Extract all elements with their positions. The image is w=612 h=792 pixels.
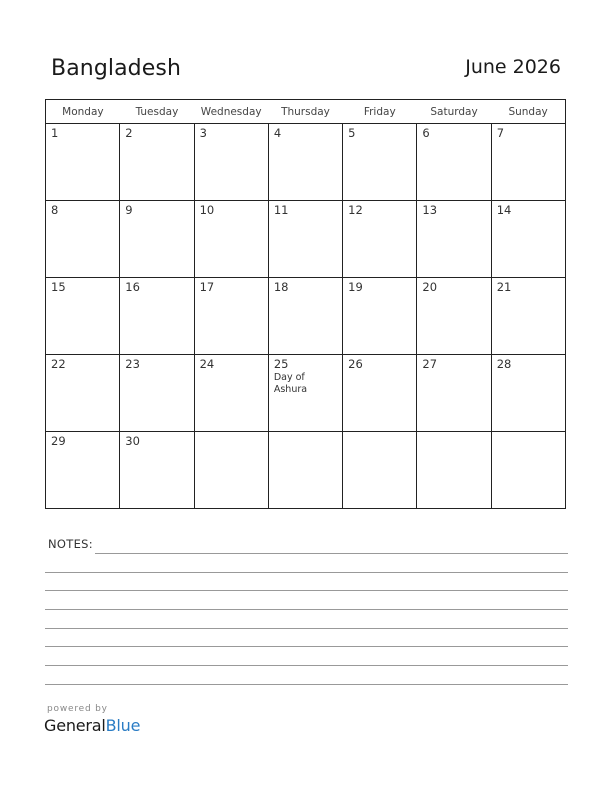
week-row xyxy=(46,124,566,201)
day-cell xyxy=(491,278,565,355)
day-cell xyxy=(46,355,120,432)
day-number: 18 xyxy=(273,280,289,294)
day-cell xyxy=(268,432,342,509)
day-number: 30 xyxy=(125,434,140,448)
day-number: 25 xyxy=(273,357,289,371)
day-cell xyxy=(343,124,417,201)
day-number xyxy=(417,432,490,434)
day-number: 22 xyxy=(51,357,66,371)
day-number xyxy=(492,432,565,434)
day-number: 26 xyxy=(348,357,363,371)
day-cell xyxy=(268,278,342,355)
week-row xyxy=(46,201,566,278)
day-number: 20 xyxy=(422,280,438,294)
weekday-header: Sunday xyxy=(491,100,565,124)
day-number: 5 xyxy=(348,126,356,140)
note-line xyxy=(45,646,568,647)
day-number xyxy=(343,432,416,434)
day-number: 10 xyxy=(199,203,215,217)
week-row xyxy=(46,278,566,355)
day-cell xyxy=(343,278,417,355)
day-number: 17 xyxy=(199,280,215,294)
day-cell xyxy=(194,278,268,355)
day-cell xyxy=(343,201,417,278)
note-line xyxy=(45,590,568,591)
day-cell xyxy=(268,201,342,278)
day-cell xyxy=(417,278,491,355)
day-number: 23 xyxy=(125,357,140,371)
note-line xyxy=(45,684,568,685)
day-number: 15 xyxy=(51,280,66,294)
day-cell xyxy=(194,201,268,278)
holiday-event: Day of Ashura xyxy=(273,372,308,395)
day-number: 14 xyxy=(496,203,512,217)
day-number: 3 xyxy=(199,126,207,140)
day-number: 12 xyxy=(348,203,363,217)
day-cell xyxy=(491,124,565,201)
brand-general-text: General xyxy=(44,716,106,735)
day-number: 29 xyxy=(51,434,66,448)
day-cell xyxy=(120,124,194,201)
day-number xyxy=(269,432,342,434)
day-number: 21 xyxy=(496,280,512,294)
week-row xyxy=(46,432,566,509)
weekday-header: Saturday xyxy=(417,100,491,124)
day-cell xyxy=(417,201,491,278)
day-cell xyxy=(268,355,342,432)
note-line xyxy=(45,665,568,666)
day-cell xyxy=(46,278,120,355)
day-cell xyxy=(46,201,120,278)
day-cell xyxy=(46,432,120,509)
day-number: 24 xyxy=(199,357,215,371)
day-number: 28 xyxy=(496,357,512,371)
weekday-header: Wednesday xyxy=(194,100,268,124)
day-cell xyxy=(120,201,194,278)
day-cell xyxy=(46,124,120,201)
day-cell xyxy=(194,432,268,509)
note-line xyxy=(45,572,568,573)
calendar-grid xyxy=(45,99,566,509)
day-number: 7 xyxy=(496,126,505,140)
day-number: 4 xyxy=(273,126,282,140)
powered-by-label: powered by xyxy=(47,704,108,714)
weekday-header: Tuesday xyxy=(120,100,194,124)
day-number: 19 xyxy=(348,280,363,294)
note-line xyxy=(95,553,568,554)
day-cell xyxy=(491,432,565,509)
note-line xyxy=(45,609,568,610)
day-cell xyxy=(417,355,491,432)
day-cell xyxy=(417,432,491,509)
day-cell xyxy=(268,124,342,201)
brand-blue-text: Blue xyxy=(105,716,141,735)
day-cell xyxy=(194,355,268,432)
day-number: 8 xyxy=(51,203,59,217)
day-cell xyxy=(120,278,194,355)
day-number: 9 xyxy=(125,203,133,217)
day-cell xyxy=(194,124,268,201)
day-cell xyxy=(120,432,194,509)
weekday-header-row xyxy=(46,100,566,124)
weekday-header: Monday xyxy=(46,100,120,124)
day-number: 11 xyxy=(273,203,289,217)
generalblue-logo[interactable] xyxy=(44,716,140,735)
day-cell xyxy=(417,124,491,201)
day-cell xyxy=(491,355,565,432)
day-number: 1 xyxy=(51,126,59,140)
day-cell xyxy=(343,355,417,432)
week-row xyxy=(46,355,566,432)
day-cell xyxy=(120,355,194,432)
day-number: 2 xyxy=(125,126,133,140)
note-line xyxy=(45,628,568,629)
day-number: 16 xyxy=(125,280,140,294)
month-year-title: June 2026 xyxy=(465,56,561,78)
notes-label: NOTES: xyxy=(48,537,93,551)
weekday-header: Thursday xyxy=(268,100,342,124)
day-cell xyxy=(491,201,565,278)
day-cell xyxy=(343,432,417,509)
day-number xyxy=(195,432,268,434)
day-number: 13 xyxy=(422,203,438,217)
weekday-header: Friday xyxy=(343,100,417,124)
day-number: 6 xyxy=(422,126,430,140)
day-number: 27 xyxy=(422,357,438,371)
country-title: Bangladesh xyxy=(51,56,181,81)
